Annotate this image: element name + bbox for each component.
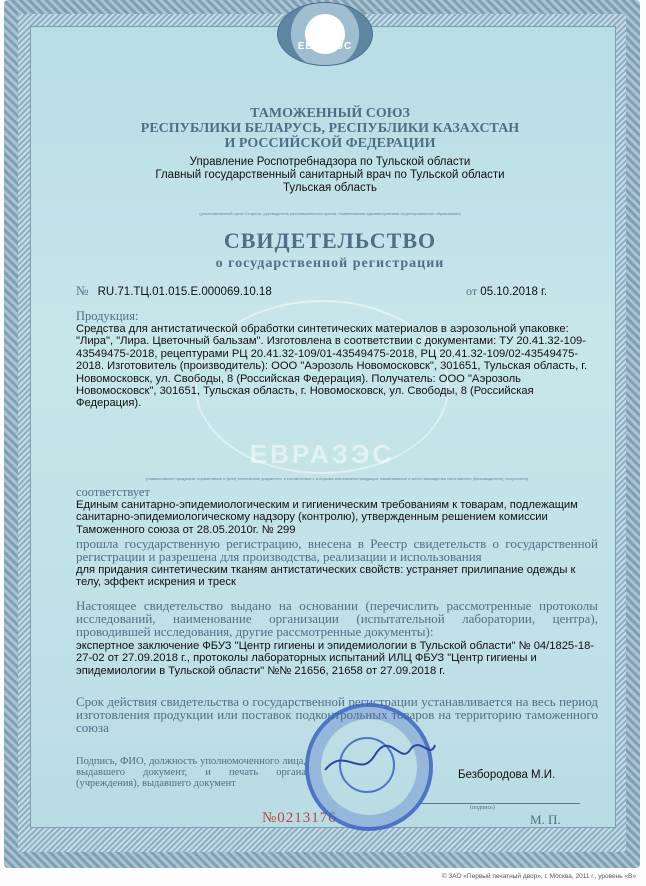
authority-line: Управление Роспотребнадзора по Тульской области [189,156,471,168]
certificate-body [76,310,598,734]
authority-line: Тульская область [282,182,377,194]
usage-purpose: для придания синтетическим тканям антистатических свойств: устраняет прилипание одежды к телу, эффект искрения и треск [76,564,576,589]
signature-line [420,803,580,804]
document-title: СВИДЕТЕЛЬСТВО [223,228,437,253]
printer-footer: © ЗАО «Первый печатный двор», г. Москва, 2011 г., уровень «В» [441,873,636,880]
product-description: Средства для антистатической обработки синтетических материалов в аэрозольной упаковке: "Лира", "Лира. Цветочный бальзам". Изготовлена в соответствии с документами: ТУ 20.41.32-109-43549475-2018, рецептурами РЦ 20.41.32-109/01-43549475-2018, РЦ 20.41.32-109/02-43549475-2018. Изготовитель (производитель): ООО "Аэрозоль Новомосковск", 301651, Тульская область, г. Новомосковск, ул. Свободы, 8 (Российская Федерация). Получатель: ООО "Аэрозоль Новомосковск", 301651, Тульская область, г. Новомосковск, ул. Свободы, 8 (Российская Федерация). [76,323,588,410]
registration-number [76,284,272,299]
registration-statement: прошла государственную регистрацию, внесена в Реестр свидетельств о государственной регистрации и разрешена для производства, реализации и использования [76,536,598,565]
validity-statement: Срок действия свидетельства о государственной регистрации устанавливается на весь период изготовления продукции или поставок подконтрольных товаров на территорию таможенного союза [76,694,598,736]
basis-text: экспертное заключение ФБУЗ "Центр гигиены и эпидемиологии в Тульской области" № 04/1825-18-27-02 от 27.09.2018 г., протоколы лабораторных испытаний ИЛЦ ФБУЗ "Центр гигиены и эпидемиологии в Тульской области" №№ 21656, 21658 от 27.09.2018 г. [76,639,595,677]
date-label: от [466,284,478,298]
emblem-text: ЕВРАЗЭС [297,41,353,52]
product-caption: (наименование продукции, нормативные и (или) технические документы, в соответствии с которыми изготовлена продукция, наименование и место нахождения изготовителя (производителя), получателя) [146,475,528,481]
signature-label: Подпись, ФИО, должность уполномоченного лица, выдавшего документ, и печать органа (учреждения), выдавшего документ [76,756,306,789]
serial-number: №0213176 [262,810,337,826]
document-subtitle: о государственной регистрации [215,256,445,271]
union-header [60,106,600,151]
conformity-label: соответствует [76,484,150,499]
seal-label: М. П. [530,812,561,827]
basis-label: Настоящее свидетельство выдано на основании (перечислить рассмотренные протоколы исследований, наименование организации (испытательной лаборатории, центра), проводившей исследования, другие рассмотренные документы): [76,597,598,639]
registration-date [466,284,547,299]
signature-caption: (подпись) [470,805,495,811]
handwritten-signature [320,735,440,785]
eurasec-emblem-logo [277,2,373,66]
header-line: ТАМОЖЕННЫЙ СОЮЗ [250,106,410,121]
watermark-text: ЕВРАЗЭС [249,439,395,469]
conformity-text: Единым санитарно-эпидемиологическим и гигиеническим требованиям к товарам, подлежащим санитарно-эпидемиологическому надзору (контролю), утвержденным решением комиссии Таможенного союза от 28.05.2010г. № 299 [76,498,578,536]
signatory-name: Безбородова М.И. [458,769,556,781]
authority-line: Главный государственный санитарный врач по Тульской области [155,169,505,181]
number-value: RU.71.ТЦ.01.015.Е.000069.10.18 [97,286,272,298]
header-line: И РОССИЙСКОЙ ФЕДЕРАЦИИ [224,136,436,151]
header-line: РЕСПУБЛИКИ БЕЛАРУСЬ, РЕСПУБЛИКИ КАЗАХСТАН [140,121,520,136]
authority-block [60,156,600,195]
product-label: Продукция: [76,309,139,323]
number-label: № [76,283,89,298]
date-value: 05.10.2018 г. [480,286,548,298]
authority-caption: (уполномоченный орган Стороны, руководитель уполномоченного органа, наименование административно-территориального образования) [199,211,461,216]
